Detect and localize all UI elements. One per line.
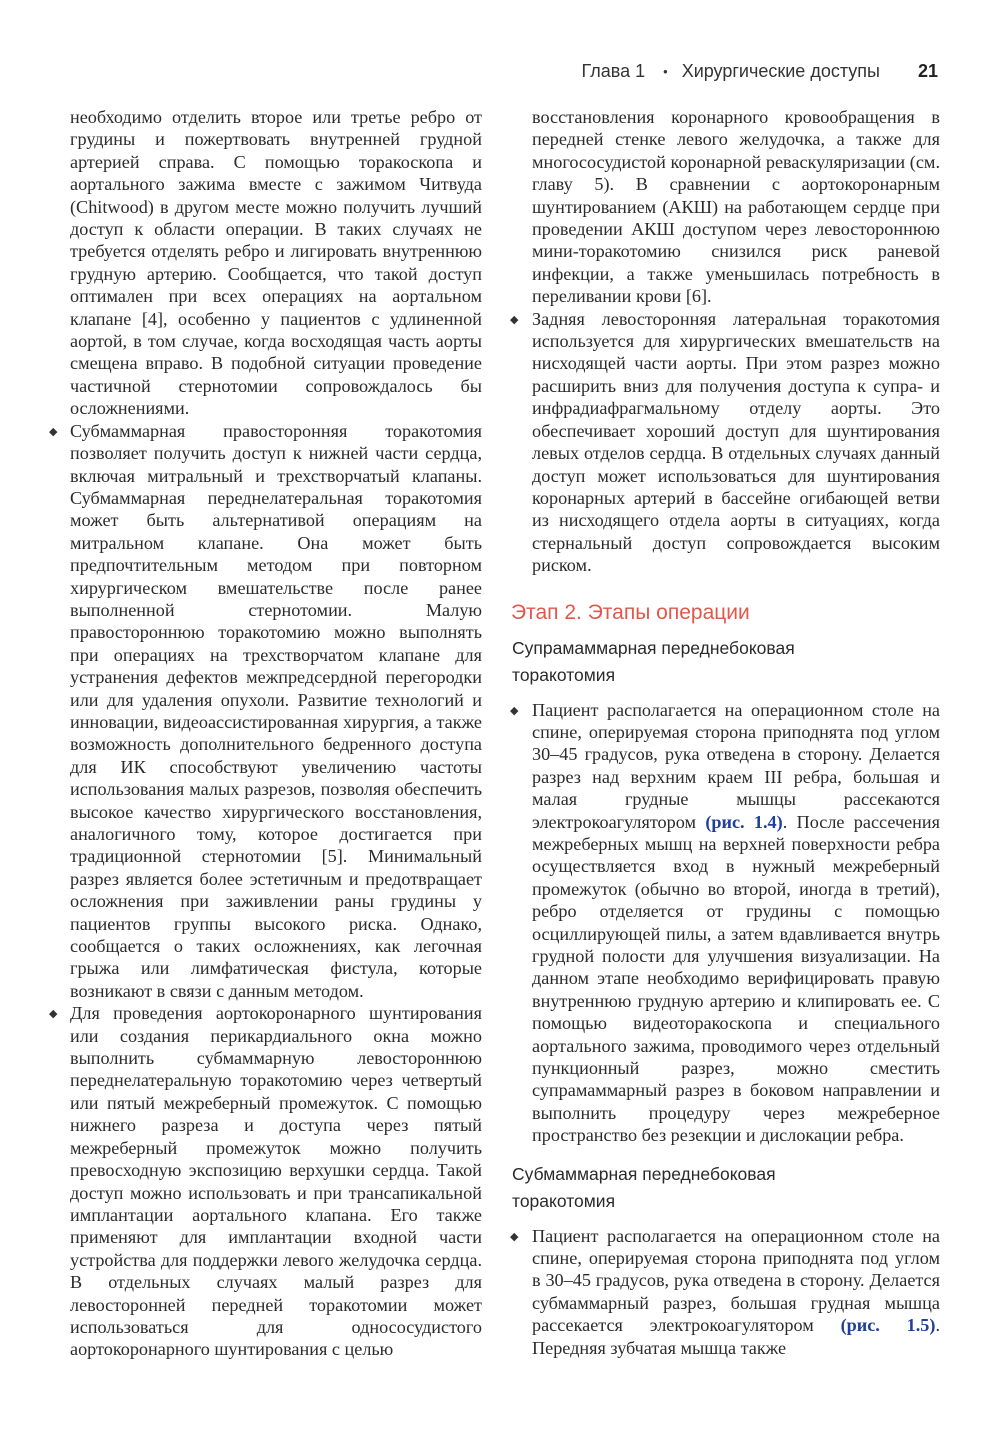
bullet-icon: ◆ (49, 1008, 58, 1021)
subsection-heading-line: Субмаммарная переднебоковая (512, 1163, 776, 1184)
figure-reference-link[interactable]: (рис. 1.4) (705, 811, 783, 832)
figure-reference-link[interactable]: (рис. 1.5) (840, 1315, 936, 1336)
bullet-text (532, 699, 940, 1147)
bullet-item (49, 1002, 482, 1361)
running-header (581, 58, 938, 84)
chapter-title: Хирургические доступы (681, 60, 880, 81)
bullet-text: Задняя левосторонняя латеральная торакотомия используется для хирургических вмешательств на нисходящей части аорты. При этом разрез можно расширить вниз для получения доступа к супра- и инфрадиафрагмальному отделу аорты. Это обеспечивает хороший доступ для шунтирования левых отделов сердца. В отдельных случаях данный доступ может использоваться для шунтирования коронарных артерий в бассейне огибающей ветви из нисходящего отдела аорты в ситуациях, когда стернальный доступ сопровождается высоким риском. (532, 308, 940, 576)
section-heading: Этап 2. Этапы операции (511, 600, 750, 624)
text-run: Пациент располагается на операционном столе на спине, оперируемая сторона приподнята под углом 30–45 градусов, рука отведена в сторону. Делается разрез над верхним краем III ребра, большая и малая грудные мышцы рассекаются электрокоагулятором (532, 699, 940, 832)
bullet-item (49, 420, 482, 1003)
text-run: . После рассечения межреберных мышц на верхней поверхности ребра осуществляется вход в нужный межреберный промежуток (обычно во второй, иногда в третий), ребро отделяется от грудины с помощью осциллирующей пилы, а затем вдавливается внутрь грудной полости для улучшения визуализации. На данном этапе необходимо верифицировать правую внутреннюю грудную артерию и клипировать ее. С помощью видеоторакоскопа и специального аортального зажима, проводимого через отдельный пункционный разрез, можно сместить супрамаммарный разрез в боковом направлении и выполнить процедуру через межреберное пространство без резекции и дислокации ребра. (532, 811, 941, 1146)
subsection-heading (512, 635, 940, 689)
page-number: 21 (917, 60, 938, 81)
paragraph: восстановления коронарного кровообращения в передней стенке левого желудочка, а также для многососудистой коронарной реваскуляризации (см. главу 5). В сравнении с аортокоронарным шунтированием (АКШ) на работающем сердце при проведении АКШ доступом через левостороннюю мини-торакотомию снизился риск раневой инфекции, а также уменьшилась потребность в переливании крови [6]. (532, 107, 940, 307)
header-separator: • (663, 63, 668, 79)
bullet-item (510, 1225, 940, 1359)
bullet-icon: ◆ (510, 704, 519, 717)
bullet-item (510, 699, 941, 1147)
bullet-text: Для проведения аортокоронарного шунтирования или создания перикардиального окна можно выполнить субмаммарную левостороннюю переднелатеральную торакотомию через четвертый или пятый межреберный промежуток. С помощью нижнего разреза и доступа через пятый межреберный промежуток можно получить превосходную экспозицию верхушки сердца. Такой доступ можно использовать и при трансапикальной имплантации аортального клапана. Его также применяют для имплантации входной части устройства для поддержки левого желудочка сердца. В отдельных случаях малый разрез для левосторонней передней торакотомии может использоваться для однососудистого аортокоронарного шунтирования с целью (70, 1003, 482, 1360)
left-column (49, 106, 482, 1361)
bullet-icon: ◆ (510, 1230, 519, 1243)
subsection-heading (512, 1161, 940, 1215)
chapter-label: Глава 1 (581, 60, 646, 81)
right-column (510, 106, 941, 1359)
bullet-text: Субмаммарная правосторонняя торакотомия позволяет получить доступ к нижней части сердца, включая митральный и трехстворчатый клапаны. Субмаммарная переднелатеральная торакотомия может быть альтернативой операциям на митральном клапане. Она может быть предпочтительным методом при повторном хирургическом вмешательстве после ранее выполненной стернотомии. Малую правостороннюю торакотомию можно выполнять при операциях на трехстворчатом клапане для устранения дефектов межпредсердной перегородки или для удаления опухоли. Развитие технологий и инновации, видеоассистированная хирургия, а также возможность дополнительного бедренного доступа для ИК способствуют увеличению частоты использования малых разрезов, позволяя обеспечить высокое качество хирургического восстановления, аналогичного тому, которое достигается при традиционной стернотомии [5]. Минимальный разрез является более эстетичным и предотвращает осложнения при заживлении раны грудины у пациентов группы высокого риска. Однако, сообщается о таких осложнениях, как легочная грыжа или лимфатическая фистула, которые возникают в связи с данным методом. (70, 420, 482, 1001)
paragraph: необходимо отделить второе или третье ребро от грудины и пожертвовать внутренней грудной артерией справа. С помощью торакоскопа и аортального зажима вместе с зажимом Читвуда (Chitwood) в другом месте можно получить лучший доступ к области операции. В таких случаях не требуется отделять ребро и лигировать внутреннюю грудную артерию. Сообщается, что такой доступ оптимален при всех операциях на аортальном клапане [4], особенно у пациентов с удлиненной аортой, в том случае, когда восходящая часть аорты смещена вправо. В подобной ситуации проведение частичной стернотомии сопровождалось бы осложнениями. (70, 107, 482, 419)
subsection-heading-line: торакотомия (512, 1190, 616, 1211)
text-run: . Передняя зубчатая мышца также (532, 1315, 940, 1358)
subsection-heading-line: Супрамаммарная переднебоковая (512, 637, 795, 658)
bullet-text (532, 1225, 940, 1359)
bullet-icon: ◆ (49, 425, 58, 438)
bullet-item (510, 308, 940, 577)
subsection-heading-line: торакотомия (512, 664, 616, 685)
text-run: Пациент располагается на операционном столе на спине, оперируемая сторона приподнята под углом в 30–45 градусов, рука отведена в сторону. Делается субмаммарный разрез, большая грудная мышца рассекается электрокоагулятором (532, 1225, 940, 1336)
bullet-icon: ◆ (510, 313, 519, 326)
